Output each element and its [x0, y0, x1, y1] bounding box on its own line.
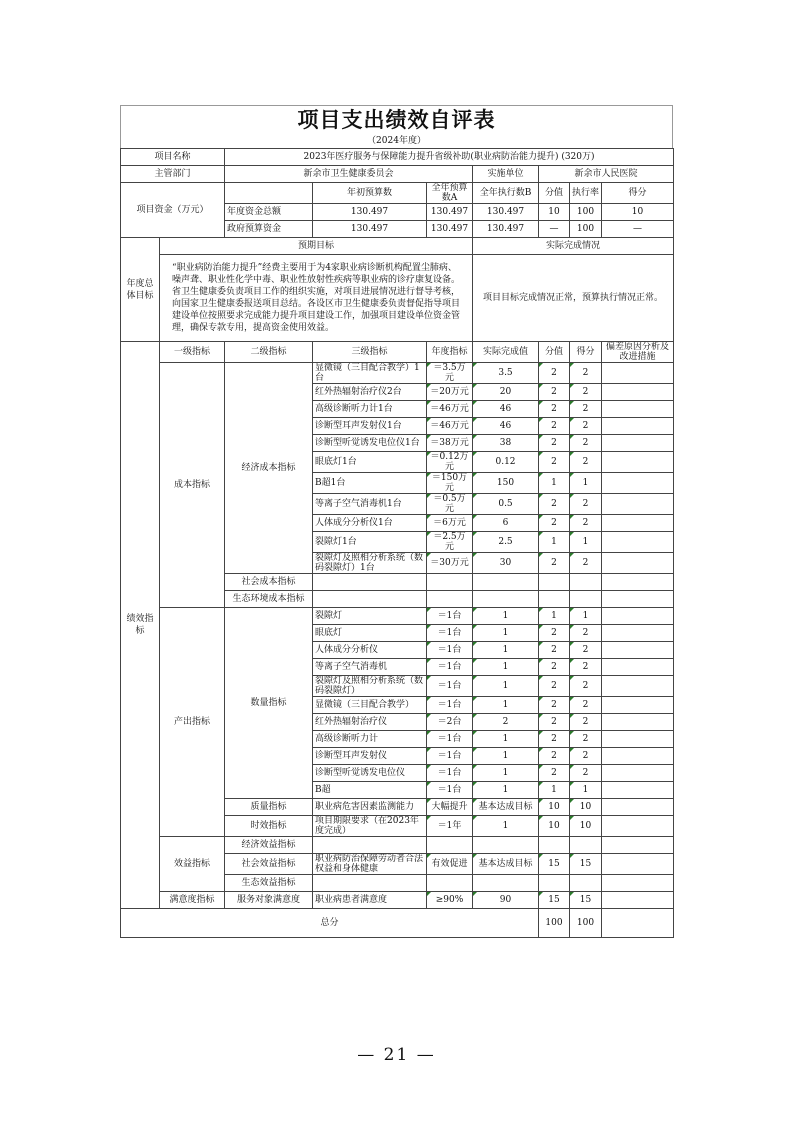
- empty-cell: [570, 837, 602, 854]
- score-weight: 10: [539, 816, 570, 837]
- indicator-l3: 诊断型听觉诱发电位仪1台: [313, 435, 427, 452]
- goal-header-row: [121, 238, 674, 255]
- annual-target: ＝1台: [427, 625, 473, 642]
- empty-cell: [473, 837, 539, 854]
- actual-value: 38: [473, 435, 539, 452]
- deviation-note: [602, 608, 674, 625]
- indicator-l3: 人体成分分析仪1台: [313, 515, 427, 532]
- deviation-note: [602, 714, 674, 731]
- deviation-note: [602, 731, 674, 748]
- deviation-note: [602, 799, 674, 816]
- indicator-l3: 红外热辐射治疗仪: [313, 714, 427, 731]
- annual-target: ＝38万元: [427, 435, 473, 452]
- expected-goal-label: 预期目标: [160, 238, 473, 255]
- impl-unit-label: 实施单位: [473, 166, 539, 183]
- score-weight: 2: [539, 515, 570, 532]
- funds-value: 130.497: [313, 221, 427, 238]
- project-row: [121, 149, 674, 166]
- deviation-note: [602, 625, 674, 642]
- empty-cell: [473, 591, 539, 608]
- score-got: 2: [570, 452, 602, 473]
- time-l2: 时效指标: [225, 816, 313, 837]
- score-got: 15: [570, 854, 602, 875]
- score-weight: 2: [539, 676, 570, 697]
- actual-result-text: 项目目标完成情况正常，预算执行情况正常。: [473, 255, 674, 342]
- actual-value: 6: [473, 515, 539, 532]
- funds-value: 130.497: [473, 221, 539, 238]
- score-weight: 2: [539, 494, 570, 515]
- score-got: 1: [570, 473, 602, 494]
- funds-value: 10: [602, 204, 674, 221]
- actual-value: 1: [473, 608, 539, 625]
- deviation-note: [602, 816, 674, 837]
- annual-target: ＝2.5万元: [427, 532, 473, 553]
- score-weight: 1: [539, 608, 570, 625]
- project-name-value: 2023年医疗服务与保障能力提升省级补助(职业病防治能力提升) (320万): [225, 149, 674, 166]
- deviation-note: [602, 553, 674, 574]
- funds-value: 10: [539, 204, 570, 221]
- funds-value: 130.497: [427, 204, 473, 221]
- actual-value: 0.5: [473, 494, 539, 515]
- deviation-note: [602, 418, 674, 435]
- perf-header: 得分: [570, 342, 602, 363]
- actual-value: 90: [473, 892, 539, 909]
- funds-value: —: [602, 221, 674, 238]
- score-got: 2: [570, 748, 602, 765]
- actual-value: 30: [473, 553, 539, 574]
- indicator-l3: B超1台: [313, 473, 427, 494]
- annual-target: ＝0.12万元: [427, 452, 473, 473]
- perf-header: 三级指标: [313, 342, 427, 363]
- annual-target: ＝1年: [427, 816, 473, 837]
- annual-target: ＝1台: [427, 765, 473, 782]
- social-benefit-l2: 社会效益指标: [225, 854, 313, 875]
- score-got: 1: [570, 608, 602, 625]
- empty-cell: [539, 574, 570, 591]
- perf-header: 偏差原因分析及改进措施: [602, 342, 674, 363]
- actual-value: 1: [473, 765, 539, 782]
- score-weight: 15: [539, 854, 570, 875]
- actual-value: 2: [473, 714, 539, 731]
- score-got: 2: [570, 384, 602, 401]
- annual-target: ＝46万元: [427, 401, 473, 418]
- indicator-l3: 显微镜（三目配合教学）: [313, 697, 427, 714]
- goal-label: 年度总体目标: [121, 238, 160, 342]
- funds-row-label: 政府预算资金: [225, 221, 313, 238]
- annual-target: ＝20万元: [427, 384, 473, 401]
- score-got: 2: [570, 553, 602, 574]
- actual-value: 基本达成目标: [473, 854, 539, 875]
- score-weight: 2: [539, 765, 570, 782]
- actual-value: 1: [473, 731, 539, 748]
- annual-target: ＝150万元: [427, 473, 473, 494]
- funds-value: 130.497: [427, 221, 473, 238]
- satisfaction-row: [121, 892, 674, 909]
- score-weight: 2: [539, 731, 570, 748]
- indicator-l3: 眼底灯1台: [313, 452, 427, 473]
- deviation-note: [602, 748, 674, 765]
- empty-cell: [427, 574, 473, 591]
- impl-unit-value: 新余市人民医院: [539, 166, 674, 183]
- annual-target: ＝30万元: [427, 553, 473, 574]
- quality-l2: 质量指标: [225, 799, 313, 816]
- empty-cell: [313, 875, 427, 892]
- funds-value: 100: [570, 204, 602, 221]
- funds-row-label: 年度资金总额: [225, 204, 313, 221]
- score-got: 10: [570, 799, 602, 816]
- score-got: 2: [570, 401, 602, 418]
- output-item-row: [121, 608, 674, 625]
- score-got: 2: [570, 494, 602, 515]
- cost-item-row: [121, 363, 674, 384]
- perf-header: 一级指标: [160, 342, 225, 363]
- score-weight: 2: [539, 553, 570, 574]
- page-title: 项目支出绩效自评表: [120, 105, 673, 134]
- funds-header: 全年执行数B: [473, 183, 539, 204]
- indicator-l3: 显微镜（三目配合教学）1台: [313, 363, 427, 384]
- page-number: — 21 —: [357, 1045, 436, 1065]
- score-weight: 2: [539, 697, 570, 714]
- deviation-note: [602, 697, 674, 714]
- actual-value: 1: [473, 782, 539, 799]
- expected-goal-text: “职业病防治能力提升”经费主要用于为4家职业病诊断机构配置尘肺病、噪声聋、职业性化学中毒、职业性放射性疾病等职业病的诊疗康复设备。省卫生健康委负责项目工作的组织实施，对项目进展情况进行督导考核，向国家卫生健康委报送项目总结。各设区市卫生健康委负责督促指导项目建设单位按照要求完成能力提升项目建设工作，加强项目建设单位资金管理，确保专款专用，提高资金使用效益。: [160, 255, 473, 342]
- indicator-l3: 裂隙灯及照相分析系统（数码裂隙灯）1台: [313, 553, 427, 574]
- annual-target: ＝1台: [427, 697, 473, 714]
- empty-cell: [313, 837, 427, 854]
- actual-value: 20: [473, 384, 539, 401]
- annual-target: ＝1台: [427, 676, 473, 697]
- deviation-note: [602, 854, 674, 875]
- indicator-l3: 裂隙灯: [313, 608, 427, 625]
- indicator-l3: B超: [313, 782, 427, 799]
- annual-target: ＝1台: [427, 659, 473, 676]
- perf-header: 年度指标: [427, 342, 473, 363]
- score-weight: 2: [539, 401, 570, 418]
- dept-row: [121, 166, 674, 183]
- actual-value: 46: [473, 418, 539, 435]
- evaluation-table: [120, 148, 674, 938]
- indicator-l3: 高级诊断听力计: [313, 731, 427, 748]
- indicator-l3: 诊断型耳声发射仪: [313, 748, 427, 765]
- score-got: 2: [570, 363, 602, 384]
- score-weight: 1: [539, 782, 570, 799]
- score-weight: 2: [539, 625, 570, 642]
- empty-cell: [313, 574, 427, 591]
- annual-target: ＝1台: [427, 642, 473, 659]
- cost-indicator-l1: 成本指标: [160, 363, 225, 608]
- deviation-note: [602, 676, 674, 697]
- benefit-econ-row: [121, 837, 674, 854]
- empty-cell: [570, 574, 602, 591]
- annual-target: ＝1台: [427, 608, 473, 625]
- funds-blank: [225, 183, 313, 204]
- annual-target: ＝6万元: [427, 515, 473, 532]
- score-got: 2: [570, 515, 602, 532]
- total-score: 100: [539, 909, 570, 938]
- satisfaction-l1: 满意度指标: [160, 892, 225, 909]
- eco-cost-l2: 生态环境成本指标: [225, 591, 313, 608]
- score-got: 1: [570, 532, 602, 553]
- funds-label: 项目资金（万元）: [121, 183, 225, 238]
- score-weight: 15: [539, 892, 570, 909]
- total-row: [121, 909, 674, 938]
- annual-target: ＝46万元: [427, 418, 473, 435]
- econ-benefit-l2: 经济效益指标: [225, 837, 313, 854]
- deviation-note: [602, 532, 674, 553]
- empty-cell: [539, 591, 570, 608]
- score-weight: 1: [539, 532, 570, 553]
- empty-cell: [539, 875, 570, 892]
- actual-value: 0.12: [473, 452, 539, 473]
- deviation-note: [602, 642, 674, 659]
- score-weight: 2: [539, 452, 570, 473]
- actual-value: 3.5: [473, 363, 539, 384]
- deviation-note: [602, 494, 674, 515]
- empty-cell: [473, 574, 539, 591]
- score-got: 2: [570, 714, 602, 731]
- score-got: 1: [570, 782, 602, 799]
- funds-header: 全年预算数A: [427, 183, 473, 204]
- empty-cell: [570, 591, 602, 608]
- dept-label: 主管部门: [121, 166, 225, 183]
- funds-value: 100: [570, 221, 602, 238]
- funds-header-row: [121, 183, 674, 204]
- indicator-l3: 项目期限要求（在2023年度完成）: [313, 816, 427, 837]
- score-weight: 2: [539, 418, 570, 435]
- funds-value: —: [539, 221, 570, 238]
- annual-target: ＝1台: [427, 731, 473, 748]
- actual-value: 46: [473, 401, 539, 418]
- annual-target: 大幅提升: [427, 799, 473, 816]
- empty-cell: [427, 875, 473, 892]
- annual-target: ≥90%: [427, 892, 473, 909]
- empty-cell: [427, 837, 473, 854]
- dept-value: 新余市卫生健康委员会: [225, 166, 473, 183]
- empty-cell: [602, 574, 674, 591]
- indicator-l3: 裂隙灯及照相分析系统（数码裂隙灯）: [313, 676, 427, 697]
- annual-target: ＝2台: [427, 714, 473, 731]
- total-label: 总分: [121, 909, 539, 938]
- perf-header: 分值: [539, 342, 570, 363]
- score-got: 2: [570, 731, 602, 748]
- deviation-note: [602, 435, 674, 452]
- score-got: 10: [570, 816, 602, 837]
- indicator-l3: 诊断型耳声发射仪1台: [313, 418, 427, 435]
- score-weight: 2: [539, 363, 570, 384]
- deviation-note: [602, 401, 674, 418]
- empty-cell: [427, 591, 473, 608]
- indicator-l3: 人体成分分析仪: [313, 642, 427, 659]
- eco-benefit-l2: 生态效益指标: [225, 875, 313, 892]
- total-got: 100: [570, 909, 602, 938]
- empty-cell: [602, 875, 674, 892]
- score-got: 2: [570, 625, 602, 642]
- empty-cell: [570, 875, 602, 892]
- score-got: 15: [570, 892, 602, 909]
- actual-value: 150: [473, 473, 539, 494]
- score-weight: 2: [539, 642, 570, 659]
- econ-cost-l2: 经济成本指标: [225, 363, 313, 574]
- empty-cell: [313, 591, 427, 608]
- score-weight: 1: [539, 473, 570, 494]
- perf-header-row: [121, 342, 674, 363]
- score-got: 2: [570, 765, 602, 782]
- annual-target: ＝0.5万元: [427, 494, 473, 515]
- perf-header: 二级指标: [225, 342, 313, 363]
- indicator-l3: 眼底灯: [313, 625, 427, 642]
- indicator-l3: 等离子空气消毒机: [313, 659, 427, 676]
- deviation-note: [602, 892, 674, 909]
- indicator-l3: 红外热辐射治疗仪2台: [313, 384, 427, 401]
- annual-target: ＝1台: [427, 782, 473, 799]
- indicator-l3: 职业病防治保障劳动者合法权益和身体健康: [313, 854, 427, 875]
- empty-cell: [539, 837, 570, 854]
- deviation-note: [602, 515, 674, 532]
- score-got: 2: [570, 697, 602, 714]
- actual-value: 2.5: [473, 532, 539, 553]
- perf-label: 绩效指标: [121, 342, 160, 909]
- indicator-l3: 诊断型听觉诱发电位仪: [313, 765, 427, 782]
- actual-value: 1: [473, 697, 539, 714]
- indicator-l3: 等离子空气消毒机1台: [313, 494, 427, 515]
- funds-header: 得分: [602, 183, 674, 204]
- annual-target: ＝1台: [427, 748, 473, 765]
- empty-cell: [602, 909, 674, 938]
- score-got: 2: [570, 676, 602, 697]
- score-weight: 2: [539, 435, 570, 452]
- report-year: （2024年度）: [120, 134, 673, 148]
- perf-header: 实际完成值: [473, 342, 539, 363]
- annual-target: 有效促进: [427, 854, 473, 875]
- actual-value: 1: [473, 625, 539, 642]
- deviation-note: [602, 765, 674, 782]
- empty-cell: [602, 837, 674, 854]
- score-got: 2: [570, 418, 602, 435]
- indicator-l3: 裂隙灯1台: [313, 532, 427, 553]
- indicator-l3: 职业病患者满意度: [313, 892, 427, 909]
- output-indicator-l1: 产出指标: [160, 608, 225, 837]
- table-body: [121, 149, 674, 938]
- funds-header: 执行率: [570, 183, 602, 204]
- empty-cell: [602, 591, 674, 608]
- deviation-note: [602, 452, 674, 473]
- funds-header: 年初预算数: [313, 183, 427, 204]
- indicator-l3: 职业病危害因素监测能力: [313, 799, 427, 816]
- goal-content-row: [121, 255, 674, 342]
- self-evaluation-sheet: [120, 105, 673, 938]
- deviation-note: [602, 782, 674, 799]
- project-name-label: 项目名称: [121, 149, 225, 166]
- actual-value: 1: [473, 748, 539, 765]
- score-got: 2: [570, 435, 602, 452]
- quantity-l2: 数量指标: [225, 608, 313, 799]
- score-got: 2: [570, 642, 602, 659]
- benefit-indicator-l1: 效益指标: [160, 837, 225, 892]
- score-weight: 2: [539, 659, 570, 676]
- actual-value: 1: [473, 642, 539, 659]
- funds-value: 130.497: [313, 204, 427, 221]
- actual-value: 1: [473, 659, 539, 676]
- actual-value: 1: [473, 676, 539, 697]
- empty-cell: [473, 875, 539, 892]
- score-weight: 2: [539, 384, 570, 401]
- score-weight: 10: [539, 799, 570, 816]
- deviation-note: [602, 363, 674, 384]
- score-weight: 2: [539, 714, 570, 731]
- satisfaction-l2: 服务对象满意度: [225, 892, 313, 909]
- annual-target: ＝3.5万元: [427, 363, 473, 384]
- social-cost-l2: 社会成本指标: [225, 574, 313, 591]
- deviation-note: [602, 473, 674, 494]
- actual-value: 基本达成目标: [473, 799, 539, 816]
- score-weight: 2: [539, 748, 570, 765]
- actual-result-label: 实际完成情况: [473, 238, 674, 255]
- score-got: 2: [570, 659, 602, 676]
- funds-value: 130.497: [473, 204, 539, 221]
- actual-value: 1: [473, 816, 539, 837]
- funds-header: 分值: [539, 183, 570, 204]
- deviation-note: [602, 384, 674, 401]
- deviation-note: [602, 659, 674, 676]
- indicator-l3: 高级诊断听力计1台: [313, 401, 427, 418]
